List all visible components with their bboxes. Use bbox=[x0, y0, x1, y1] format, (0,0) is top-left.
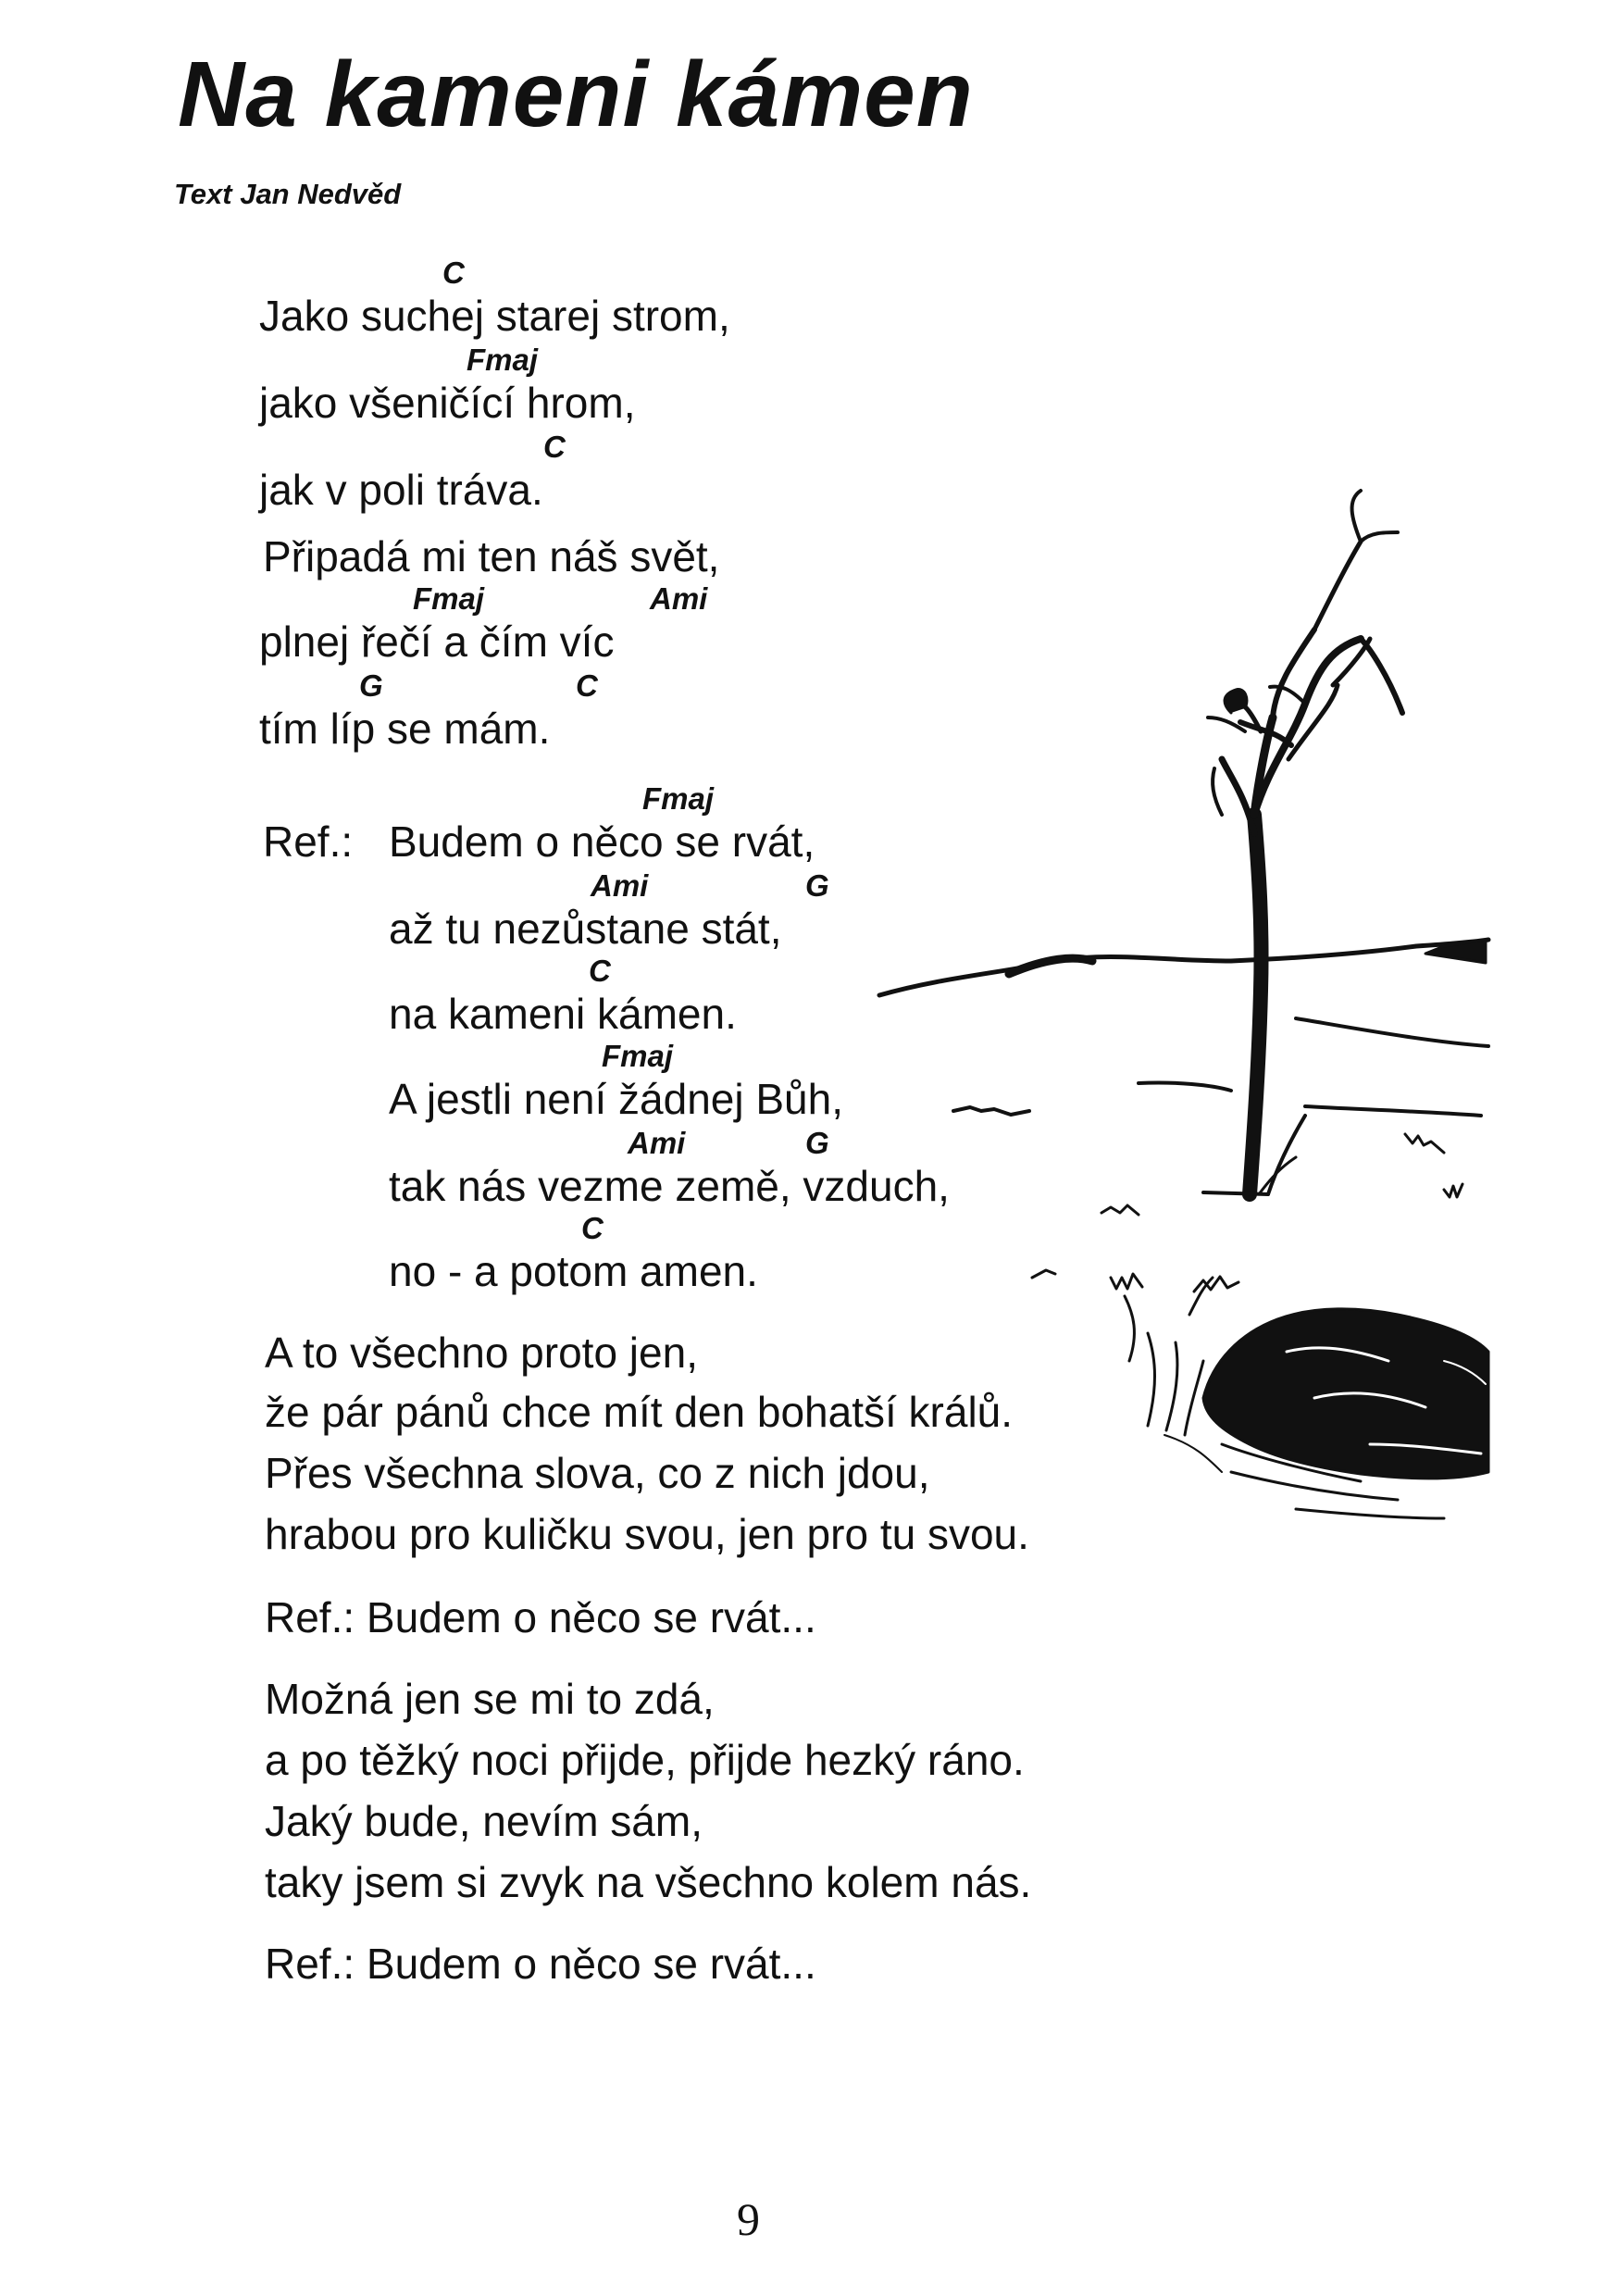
lyric-line: jako všeničící hrom, bbox=[259, 379, 636, 427]
chord: G bbox=[805, 1126, 829, 1160]
chord: C bbox=[589, 954, 611, 988]
chord: Fmaj bbox=[467, 343, 539, 377]
page-number: 9 bbox=[737, 2193, 760, 2245]
lyric-line: Jaký bude, nevím sám, bbox=[265, 1797, 703, 1845]
lyric-line: na kameni kámen. bbox=[389, 990, 737, 1038]
chord: C bbox=[442, 256, 465, 290]
lyric-line: a po těžký noci přijde, přijde hezký ráno. bbox=[265, 1736, 1025, 1784]
chord: Fmaj bbox=[642, 781, 715, 816]
lyric-line: hrabou pro kuličku svou, jen pro tu svou. bbox=[265, 1510, 1029, 1558]
chord: Ami bbox=[650, 581, 708, 616]
tree-trunk bbox=[1250, 815, 1262, 1194]
chord: G bbox=[805, 868, 829, 903]
lyric-line: plnej řečí a čím víc bbox=[259, 618, 615, 666]
refrain-repeat: Ref.: Budem o něco se rvát... bbox=[265, 1593, 816, 1641]
refrain-repeat: Ref.: Budem o něco se rvát... bbox=[265, 1940, 816, 1988]
lyric-line: A jestli není žádnej Bůh, bbox=[389, 1075, 843, 1123]
lyric-line: Jako suchej starej strom, bbox=[259, 292, 730, 340]
chord: Ami bbox=[628, 1126, 686, 1160]
chord: C bbox=[543, 430, 566, 464]
chord: C bbox=[576, 668, 598, 703]
chord: Ami bbox=[591, 868, 649, 903]
lyric-line: Možná jen se mi to zdá, bbox=[265, 1675, 715, 1723]
lyric-line: A to všechno proto jen, bbox=[265, 1329, 698, 1377]
chord: Fmaj bbox=[602, 1039, 674, 1073]
lyric-line: že pár pánů chce mít den bohatší králů. bbox=[265, 1388, 1014, 1436]
lyric-line: až tu nezůstane stát, bbox=[389, 905, 782, 953]
lyric-line: tak nás vezme země, vzduch, bbox=[389, 1162, 950, 1210]
lyric-line: jak v poli tráva. bbox=[259, 466, 543, 514]
refrain-label: Ref.: bbox=[263, 817, 354, 866]
chord: C bbox=[581, 1211, 604, 1245]
chord: Fmaj bbox=[413, 581, 485, 616]
chord: G bbox=[359, 668, 383, 703]
lyric-line: Přes všechna slova, co z nich jdou, bbox=[265, 1449, 930, 1497]
lyric-line: Připadá mi ten náš svět, bbox=[263, 532, 720, 580]
author-credit: Text Jan Nedvěd bbox=[174, 178, 402, 210]
hill-line bbox=[879, 940, 1488, 995]
lyric-line: tím líp se mám. bbox=[259, 705, 551, 753]
lyric-line: taky jsem si zvyk na všechno kolem nás. bbox=[265, 1858, 1032, 1906]
page-title: Na kameni kámen bbox=[178, 43, 974, 146]
lyric-line: no - a potom amen. bbox=[389, 1247, 758, 1295]
lyric-line: Budem o něco se rvát, bbox=[389, 817, 815, 866]
